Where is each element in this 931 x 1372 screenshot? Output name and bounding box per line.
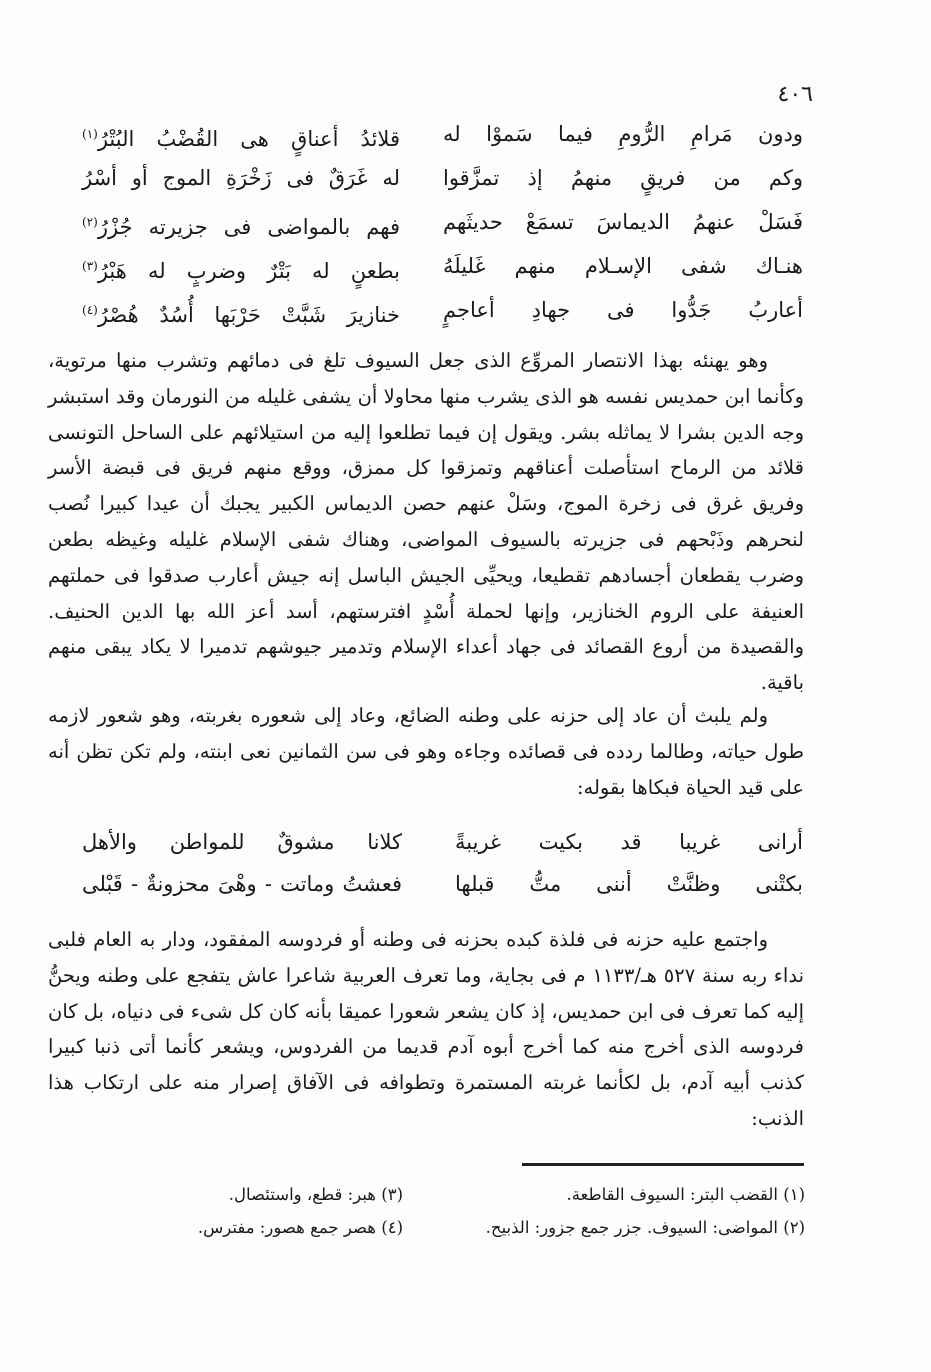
body-paragraph — [48, 343, 804, 701]
page-number: ٤٠٦ — [777, 82, 813, 107]
verse-first-hemistich: أرانى غريبا قد بكيت غريبةً — [455, 830, 803, 854]
verse-first-hemistich: ودون مَرامِ الرُّومِ فيما سَموْا له — [443, 122, 803, 146]
verse-second-hemistich: كلانا مشوقٌ للمواطن والأهل — [82, 830, 402, 854]
footnote-3: (٣) هبر: قطع، واستئصال. — [228, 1185, 403, 1204]
footnote-1: (١) القضب البتر: السيوف القاطعة. — [566, 1185, 805, 1204]
footnote-2: (٢) المواضى: السيوف. جزر جمع جزور: الذبيح. — [485, 1218, 805, 1237]
poem-verse — [0, 202, 931, 242]
verse-second-hemistich: له غَرَقٌ فى زَخْرَةِ الموج أو أسْرُ — [82, 166, 400, 190]
poem-verse — [0, 864, 931, 904]
poem-verse — [0, 290, 931, 330]
verse-second-hemistich: قلائدُ أعناقٍ هى القُضْبُ البُتْرُ$^{(١)}$ — [82, 127, 400, 151]
footnote-marker: (٣) — [82, 259, 98, 273]
verse-first-hemistich: فَسَلْ عنهمُ الديماسَ تسمَعْ حديثَهم — [443, 210, 803, 234]
verse-second-hemistich: فهم بالمواضى فى جزيرته جُزْرُ$^{(٢)}$ — [82, 215, 400, 239]
poem-verse — [0, 246, 931, 286]
footnote-marker: (٤) — [82, 303, 98, 317]
footnote-marker: (١) — [82, 127, 98, 141]
paragraph-text: ولم يلبث أن عاد إلى حزنه على وطنه الضائع، وعاد إلى شعوره بغربته، وهو شعور لازمه طول حياته، وطالما ردده فى قصائده وجاءه وهو فى سن الثمانين نعى ابنته، ولم تكن تظن أنه على قيد الحياة فبكاها بقوله: — [48, 704, 804, 799]
poem-verse — [0, 114, 931, 154]
body-paragraph — [48, 698, 804, 805]
footnote-separator — [522, 1163, 804, 1166]
paragraph-text: وهو يهنئه بهذا الانتصار المروِّع الذى جعل السيوف تلغ فى دمائهم وتشرب منها مرتوية، وكأنما ابن حمديس نفسه هو الذى يشرب منها محاولا أن يشفى غليله من النورمان وقد استبشر وجه الدين بشرا لا يماثله بشر. ويقول إن فيما تطلعوا إليه من استيلائهم على الساحل التونسى قلائد من الرماح استأصلت أعناقهم وتمزقوا كل ممزق، ووقع منهم فريق فى قبضة الأسر وفريق غرق فى زخرة الموج، وسَلْ عنهم حصن الديماس الكبير يجبك أن عيدا كبيرا نُصب لنحرهم وذَبْحهم فى جزيرته بالسيوف المواضى، وهناك شفى الإسلام غليله وغيظه بطعن وضرب يقطعان أجسادهم تقطيعا، ويحيِّى الجيش الباسل إنه جيش أعارب صدقوا فى حملتهم العنيفة على الروم الخنازير، وإنها لحملة أُسْدٍ افترستهم، أسد أعز الله بها الدين الحنيف. والقصيدة من أروع القصائد فى جهاد أعداء الإسلام وتدمير جيوشهم تدميرا لا يكاد يبقى منهم باقية. — [48, 349, 804, 695]
footnote-marker: (٢) — [82, 215, 98, 229]
poem-verse — [0, 158, 931, 198]
verse-second-hemistich: فعشتُ وماتت - وهْىَ محزونةٌ - قَبْلى — [82, 872, 402, 896]
verse-first-hemistich: وكم من فريقٍ منهمُ إذ تمزَّقوا — [443, 166, 803, 190]
verse-second-hemistich: بطعنٍ له بَتْرٌ وضربٍ له هَبْرُ$^{(٣)}$ — [82, 259, 400, 283]
verse-first-hemistich: بكتْنى وظنَّتْ أننى متُّ قبلها — [455, 872, 803, 896]
body-paragraph — [48, 922, 804, 1137]
footnote-4: (٤) هصر جمع هصور: مفترس. — [197, 1218, 403, 1237]
verse-first-hemistich: أعاربُ جَدُّوا فى جهادِ أعاجمٍ — [443, 298, 803, 322]
verse-first-hemistich: هنـاك شفى الإسـلام منهم غَليلَهُ — [443, 254, 803, 278]
paragraph-text: واجتمع عليه حزنه فى فلذة كبده بحزنه فى وطنه أو فردوسه المفقود، ودار به العام فلبى نداء ربه سنة ٥٢٧ هـ/١١٣٣ م فى بجاية، وما تعرف العربية شاعرا عاش يتفجع على وطنه ويحنُّ إليه كما تعرف فى ابن حمديس، إذ كان يشعر شعورا عميقا بأنه كان كل شىء فى دنياه، بل كان فردوسه الذى أخرج منه كما أخرج أبوه آدم قديما من الفردوس، ويشعر كأنما أتى ذنبا كبيرا كذنب أبيه آدم، بل لكأنما غربته المستمرة وتطوافه فى الآفاق إصرار منه على ارتكاب هذا الذنب: — [48, 928, 804, 1130]
verse-second-hemistich: خنازيرَ شَبَّتْ حَرْبَها أُسُدٌ هُصْرُ$^{(٤)}$ — [82, 303, 400, 327]
poem-verse — [0, 822, 931, 862]
